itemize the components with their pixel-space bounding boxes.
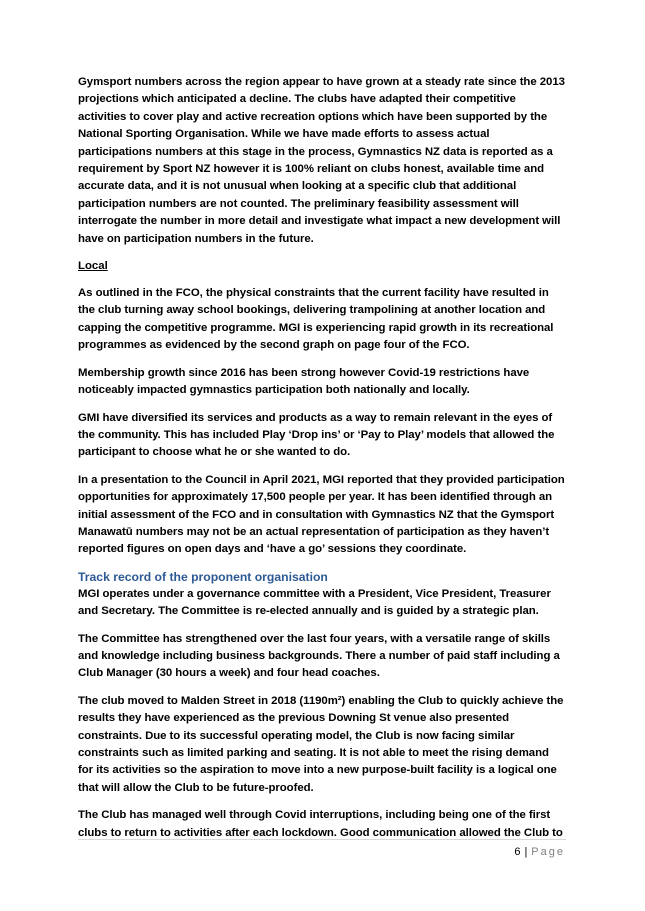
paragraph-regional-numbers: Gymsport numbers across the region appear to have grown at a steady rate since the 2013 projections which anticipated a decline. The clubs have adapted their competitive activities to cover play and active recreation options which have been supported by the National Sporting Organisation. While we have made efforts to assess actual participations numbers at this stage in the process, Gymnastics NZ data is reported as a requirement by Sport NZ however it is 100% reliant on clubs honest, available time and accurate data, and it is not unusual when looking at a specific club that additional participation numbers are not counted. The preliminary feasibility assessment will interrogate the number in more detail and investigate what impact a new development will have on participation numbers in the future. — [78, 76, 565, 245]
paragraph-facility-constraints: As outlined in the FCO, the physical constraints that the current facility have resulted in the club turning away school bookings, delivering trampolining at another location and capping the competitive programme. MGI is experiencing rapid growth in its recreational programmes as evidenced by the second graph on page four of the FCO. — [78, 287, 554, 352]
footer-divider — [78, 839, 566, 840]
paragraph-council-presentation: In a presentation to the Council in April 2021, MGI reported that they provided participation opportunities for approximately 17,500 people per year. It has been identified through an initial assessment of the FCO and in consultation with Gymnastics NZ that the Gymsport Manawatū numbers may not be an actual representation of participation as they haven’t reported figures on open days and ‘have a go’ sessions they coordinate. — [78, 473, 565, 556]
paragraph-membership-growth: Membership growth since 2016 has been strong however Covid-19 restrictions have noticeably impacted gymnastics participation both nationally and locally. — [78, 366, 530, 397]
paragraph-committee-staff: The Committee has strengthened over the last four years, with a versatile range of skills and knowledge including business backgrounds. There a number of paid staff including a Club Manager (30 hours a week) and four head coaches. — [78, 632, 560, 680]
paragraph-covid: The Club has managed well through Covid interruptions, including being one of the first clubs to return to activities after each lockdown. Good communication allowed the Club to — [78, 809, 563, 839]
document-body — [78, 74, 566, 852]
local-heading: Local — [78, 260, 108, 273]
paragraph-diversified-services: GMI have diversified its services and products as a way to remain relevant in the eyes of the community. This has included Play ‘Drop ins’ or ‘Pay to Play’ models that allowed the participant to choose what he or she wanted to do. — [78, 411, 555, 459]
footer-separator: | — [524, 846, 528, 858]
page-label: Page — [531, 846, 565, 858]
page-footer — [514, 846, 565, 858]
track-record-heading: Track record of the proponent organisation — [78, 569, 328, 584]
page-number: 6 — [514, 846, 521, 858]
paragraph-malden-street: The club moved to Malden Street in 2018 (1190m²) enabling the Club to quickly achieve the results they have experienced as the previous Downing St venue also presented constraints. Due to its successful operating model, the Club is now facing similar constraints such as limited parking and seating. It is not able to meet the rising demand for its activities so the aspiration to move into a new purpose-built facility is a logical one that will allow the Club to be future-proofed. — [78, 694, 564, 794]
paragraph-governance: MGI operates under a governance committee with a President, Vice President, Treasurer and Secretary. The Committee is re-elected annually and is guided by a strategic plan. — [78, 587, 551, 618]
